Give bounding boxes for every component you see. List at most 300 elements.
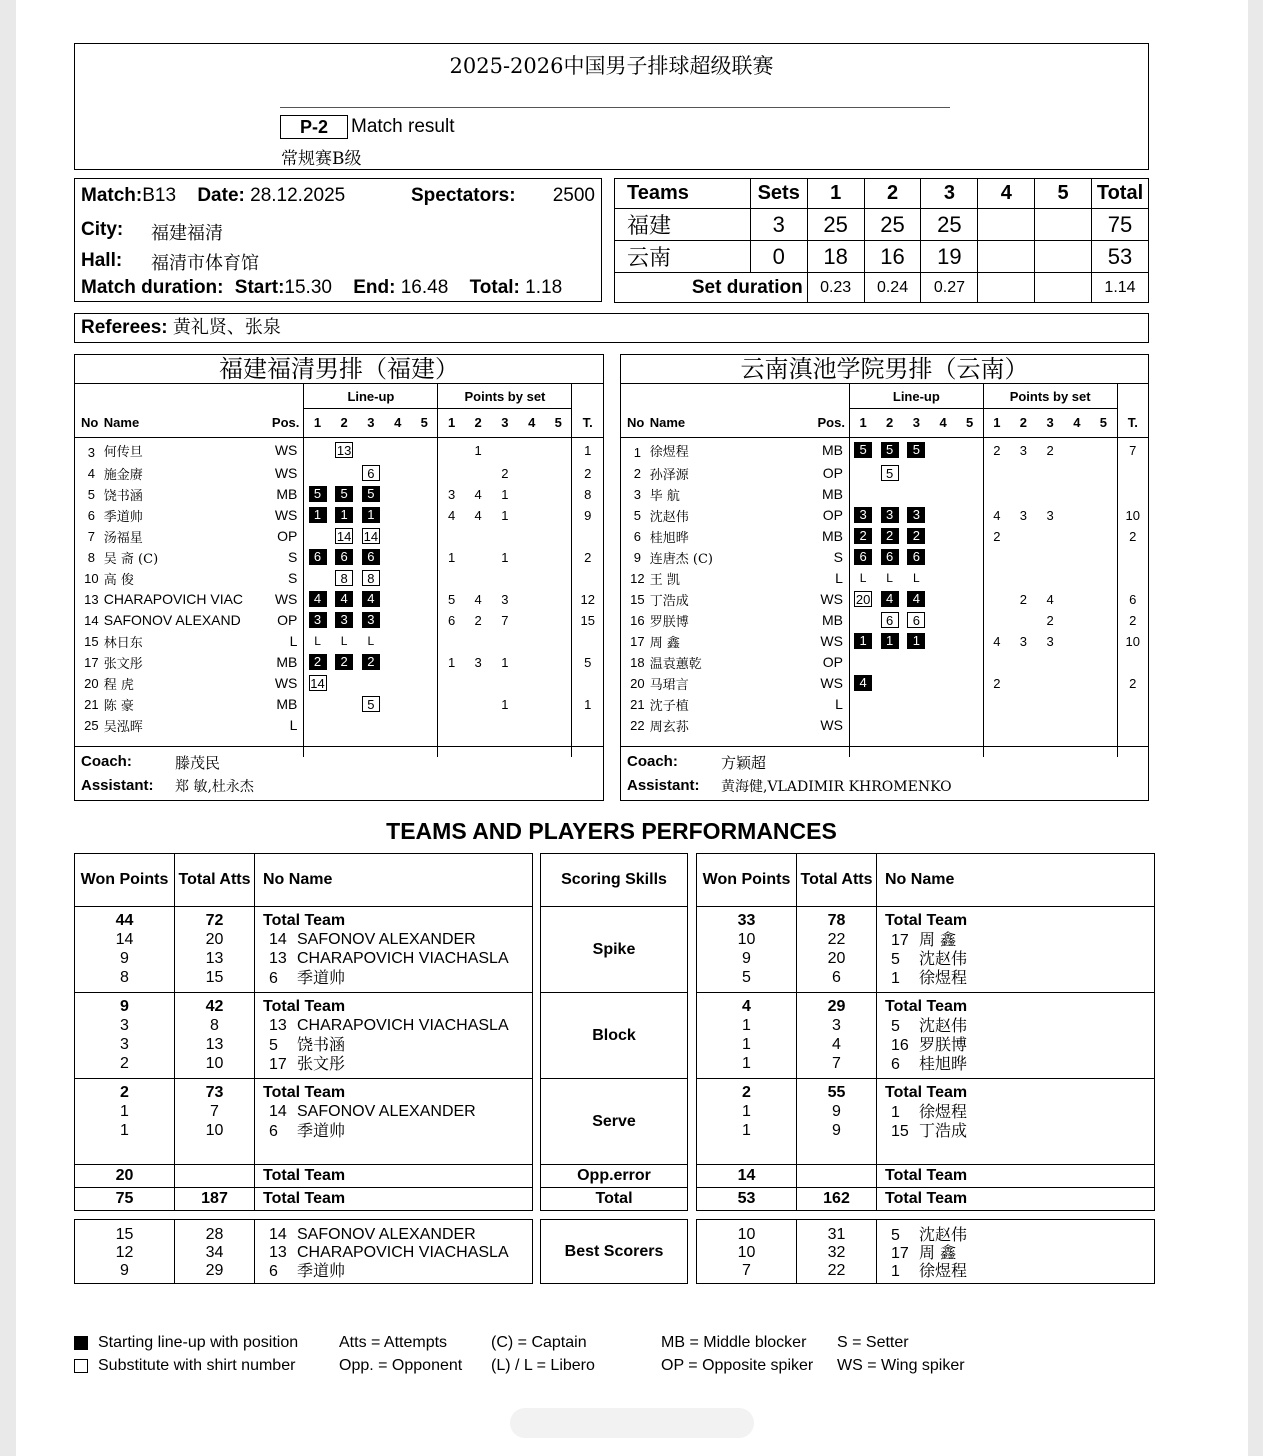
lineup-cell <box>304 589 331 610</box>
player-total-points: 10 <box>1125 633 1140 649</box>
lineup-cell <box>849 589 876 610</box>
team_a-staff <box>75 746 603 800</box>
won-points: 12 <box>115 1244 134 1261</box>
set-points <box>518 484 545 505</box>
lineup-cell <box>849 547 876 568</box>
player-row <box>75 526 603 547</box>
scoring-skills-header: Scoring Skills <box>541 854 688 907</box>
won-points: 1 <box>120 1122 129 1139</box>
total-atts: 31 <box>827 1226 846 1243</box>
lineup-cell <box>930 437 957 463</box>
lineup-cell <box>384 589 411 610</box>
lineup-cell <box>903 437 930 463</box>
perf-opp-error-row <box>697 1165 1155 1188</box>
player-entry <box>877 949 1154 968</box>
player-number: 5 <box>87 486 96 502</box>
lineup-cell <box>930 631 957 652</box>
lineup-mark: 2 <box>309 654 327 670</box>
atts-col <box>797 907 877 993</box>
lineup-cell <box>304 610 331 631</box>
hall-label: Hall: <box>81 250 123 271</box>
set-points <box>1090 610 1117 631</box>
player-name: 吴 斋 (C) <box>103 551 159 567</box>
skill-row <box>541 1079 688 1165</box>
duration-line <box>81 277 562 299</box>
lineup-cell <box>357 437 384 463</box>
date-label: Date: <box>197 185 245 206</box>
team_a-lineup-set-header: 1 <box>313 415 322 431</box>
lineup-cell <box>411 589 438 610</box>
performance-title: TEAMS AND PLAYERS PERFORMANCES <box>386 818 837 844</box>
lineup-cell <box>930 673 957 694</box>
set-points <box>1064 437 1091 463</box>
lineup-cell <box>956 589 983 610</box>
team-b-roster <box>620 354 1149 801</box>
player-number: 17 <box>891 932 909 949</box>
player-number: 6 <box>269 970 278 987</box>
won-points: 9 <box>120 998 129 1015</box>
name-col <box>255 1220 533 1284</box>
page-scroll-indicator[interactable] <box>510 1408 754 1438</box>
lineup-cell <box>331 463 358 484</box>
team_b-lineup-set-header: 3 <box>912 415 920 431</box>
set-points: 2 <box>1046 612 1054 628</box>
player-number: 1 <box>891 1104 900 1121</box>
total-atts <box>175 1165 255 1188</box>
player-number: 20 <box>84 675 99 691</box>
set-points: 3 <box>1046 633 1054 649</box>
won-points: 44 <box>115 912 134 929</box>
set-points <box>1064 484 1091 505</box>
skill-label: Block <box>541 993 688 1079</box>
a-performance-table <box>74 853 533 1211</box>
lineup-cell <box>956 652 983 673</box>
lineup-cell <box>876 673 903 694</box>
best-scorer <box>255 1244 532 1262</box>
phase: 常规赛B级 <box>281 149 362 169</box>
lineup-cell <box>903 589 930 610</box>
perf-skill-row <box>697 907 1155 993</box>
lineup-cell <box>384 547 411 568</box>
lineup-cell <box>956 694 983 715</box>
player-name: 季道帅 <box>297 1261 346 1280</box>
start-label: Start: <box>234 277 285 298</box>
home-set5 <box>1035 209 1092 241</box>
set-points <box>1064 631 1091 652</box>
player-number: 16 <box>891 1037 909 1054</box>
lineup-mark: 5 <box>362 696 380 712</box>
player-number: 15 <box>630 591 645 607</box>
lineup-cell <box>956 568 983 589</box>
lineup-cell <box>876 694 903 715</box>
lineup-cell <box>384 484 411 505</box>
atts-col <box>175 1079 255 1165</box>
player-row <box>621 484 1148 505</box>
player-row <box>75 715 603 736</box>
set-points <box>465 463 492 484</box>
set-points: 1 <box>501 696 509 712</box>
lineup-cell <box>384 694 411 715</box>
set-duration-row <box>615 273 1149 303</box>
lineup-cell <box>304 715 331 736</box>
player-total-points: 5 <box>584 654 592 670</box>
lineup-mark: 5 <box>907 442 925 458</box>
team_b-staff <box>621 746 1148 800</box>
player-name: 丁浩成 <box>919 1121 968 1140</box>
player-row <box>621 568 1148 589</box>
set-points <box>983 463 1010 484</box>
set1-header: 1 <box>807 179 864 209</box>
set-points <box>983 652 1010 673</box>
player-number: 3 <box>87 444 96 460</box>
player-name: 季道帅 <box>297 1121 346 1140</box>
starting-lineup-swatch <box>74 1336 88 1350</box>
player-row <box>75 631 603 652</box>
player-name: CHARAPOVICH VIACHASLA <box>297 950 509 967</box>
set-points: 2 <box>993 528 1001 544</box>
set-points <box>545 589 572 610</box>
team_b-lineup-set-header: 4 <box>939 415 947 431</box>
skills-table <box>540 853 688 1211</box>
player-number: 1 <box>891 970 900 987</box>
assistant-names: 郑 敏,杜永杰 <box>175 779 254 795</box>
lineup-mark: 14 <box>363 529 379 545</box>
total-team-label: Total Team <box>255 1165 533 1188</box>
total-team-label: Total Team <box>255 1188 533 1211</box>
set-points <box>1090 526 1117 547</box>
set-points: 1 <box>474 442 482 458</box>
no-name-header: No Name <box>877 854 1155 907</box>
lineup-mark: 2 <box>881 528 899 544</box>
set-points <box>518 505 545 526</box>
player-position: L <box>808 568 849 589</box>
lineup-cell <box>876 505 903 526</box>
player-row <box>75 484 603 505</box>
set-points <box>1090 694 1117 715</box>
doc-title: Match result <box>351 116 455 137</box>
set-points <box>1090 505 1117 526</box>
player-number: 5 <box>891 951 900 968</box>
set-points <box>1010 463 1037 484</box>
player-row <box>75 673 603 694</box>
won-col <box>697 907 797 993</box>
player-number: 8 <box>87 549 96 565</box>
player-name: 桂旭晔 <box>919 1054 968 1073</box>
player-total-points <box>1117 463 1148 484</box>
set-points <box>518 631 545 652</box>
lineup-cell <box>849 568 876 589</box>
lineup-mark: 6 <box>362 465 380 481</box>
total-team-label: Total Team <box>877 1165 1155 1188</box>
match-label: Match: <box>81 185 143 206</box>
team-b-performance <box>696 853 1155 1284</box>
set-points: 1 <box>501 549 509 565</box>
lineup-cell <box>411 673 438 694</box>
lineup-mark: 6 <box>881 612 899 628</box>
player-position: WS <box>808 631 849 652</box>
team_a-points-set-header: 1 <box>447 415 456 431</box>
lineup-cell <box>956 610 983 631</box>
set-points: 6 <box>447 612 456 628</box>
player-total-points <box>1117 568 1148 589</box>
team_a-points-set-header: 5 <box>545 409 572 438</box>
duration-label: Match duration: <box>81 277 224 298</box>
total-value: 1.18 <box>525 277 563 298</box>
lineup-mark: 8 <box>335 570 353 586</box>
player-total-points <box>572 715 603 736</box>
total-atts: 162 <box>797 1188 877 1211</box>
total-atts <box>797 1165 877 1188</box>
player-number: 14 <box>269 1103 287 1120</box>
set-points <box>1037 715 1064 736</box>
home-team: 福建 <box>615 209 751 241</box>
set-points <box>545 547 572 568</box>
player-position: WS <box>263 589 304 610</box>
lineup-cell <box>956 631 983 652</box>
set-points <box>518 610 545 631</box>
atts-col <box>175 993 255 1079</box>
set-points <box>545 673 572 694</box>
set-points: 1 <box>501 654 509 670</box>
player-number: 16 <box>630 612 645 628</box>
lineup-cell <box>849 484 876 505</box>
legend-captain: (C) = Captain <box>491 1334 587 1351</box>
player-total-points <box>572 568 603 589</box>
set-points <box>438 694 465 715</box>
set-points <box>465 715 492 736</box>
league-title: 2025-2026中国男子排球超级联赛 <box>449 54 774 78</box>
won-points-header: Won Points <box>697 854 797 907</box>
total-atts: 28 <box>205 1226 224 1243</box>
total-atts: 6 <box>832 969 841 986</box>
total-atts: 4 <box>832 1036 841 1053</box>
won-col <box>697 993 797 1079</box>
player-total-points: 2 <box>584 465 592 481</box>
score-table <box>614 178 1149 303</box>
set-points <box>983 610 1010 631</box>
won-col <box>697 1220 797 1284</box>
set-points <box>1037 652 1064 673</box>
lineup-cell <box>331 437 358 463</box>
legend-atts: Atts = Attempts <box>339 1334 448 1351</box>
set-points: 3 <box>1019 442 1027 458</box>
set-points <box>1090 673 1117 694</box>
lineup-cell <box>411 694 438 715</box>
player-position: WS <box>808 589 849 610</box>
lineup-mark: 3 <box>362 612 380 628</box>
player-name: 沈赵伟 <box>919 949 968 968</box>
set-points <box>1064 589 1091 610</box>
set-points: 3 <box>501 591 509 607</box>
won-points: 1 <box>742 1055 751 1072</box>
total-atts: 15 <box>205 969 224 986</box>
lineup-mark: 14 <box>336 529 352 545</box>
set-points <box>518 568 545 589</box>
won-points: 1 <box>120 1103 129 1120</box>
player-name: 张文彤 <box>297 1054 346 1073</box>
total-atts: 7 <box>832 1055 841 1072</box>
player-name: 周玄荪 <box>649 719 689 735</box>
player-row <box>75 568 603 589</box>
player-row <box>621 652 1148 673</box>
legend-op: OP = Opposite spiker <box>661 1357 814 1374</box>
team_a-roster-column-header <box>75 409 603 438</box>
perf-opp-error-row <box>75 1165 533 1188</box>
lineup-mark: 2 <box>362 654 380 670</box>
lineup-cell <box>956 673 983 694</box>
set-points <box>1010 673 1037 694</box>
set-points <box>545 526 572 547</box>
set-points <box>465 694 492 715</box>
set-points: 7 <box>501 612 509 628</box>
player-number: 17 <box>630 633 645 649</box>
player-name: 沈赵伟 <box>919 1016 968 1035</box>
lineup-cell <box>930 547 957 568</box>
won-points: 53 <box>697 1188 797 1211</box>
total-team-label: Total Team <box>263 912 346 929</box>
set-points <box>1010 694 1037 715</box>
referees-box <box>74 313 1149 343</box>
set-points: 4 <box>447 507 456 523</box>
lineup-cell <box>304 547 331 568</box>
set-points <box>1010 484 1037 505</box>
lineup-cell <box>357 547 384 568</box>
player-name: 罗朕博 <box>649 614 689 630</box>
player-entry <box>255 1016 532 1035</box>
player-position: L <box>808 694 849 715</box>
won-points: 2 <box>120 1084 129 1101</box>
away-set2: 16 <box>864 241 921 273</box>
set-points <box>438 673 465 694</box>
set-points <box>518 437 545 463</box>
set-points <box>545 631 572 652</box>
won-col <box>75 1079 175 1165</box>
player-number: 6 <box>633 528 641 544</box>
lineup-mark: 3 <box>335 612 353 628</box>
name-col <box>255 1079 533 1165</box>
set-points <box>1037 568 1064 589</box>
coach-name: 滕茂民 <box>175 754 221 772</box>
won-points: 1 <box>742 1122 751 1139</box>
lineup-mark: 5 <box>335 486 353 502</box>
player-name: 陈 豪 <box>103 698 134 714</box>
player-number: 2 <box>633 465 641 481</box>
set-points <box>1037 547 1064 568</box>
legend-starting: Starting line-up with position <box>98 1334 299 1351</box>
player-total-points <box>1117 484 1148 505</box>
set-points <box>465 568 492 589</box>
legend <box>74 1334 1174 1384</box>
set-points: 3 <box>1019 633 1027 649</box>
lineup-cell <box>411 463 438 484</box>
player-position: L <box>263 715 304 736</box>
lineup-mark: 4 <box>309 591 327 607</box>
total-atts: 72 <box>205 912 224 929</box>
lineup-cell <box>331 589 358 610</box>
atts-col <box>175 907 255 993</box>
total-atts: 9 <box>832 1103 841 1120</box>
set-points <box>492 437 519 463</box>
player-position: OP <box>263 610 304 631</box>
set-points <box>1037 673 1064 694</box>
won-points: 10 <box>737 1244 756 1261</box>
set-points <box>1064 610 1091 631</box>
player-name: 何传旦 <box>103 444 143 460</box>
player-name: 徐煜程 <box>919 1261 968 1280</box>
legend-substitute: Substitute with shirt number <box>98 1357 296 1374</box>
player-position: WS <box>263 673 304 694</box>
won-points: 9 <box>742 950 751 967</box>
best-scorers-row <box>697 1220 1155 1284</box>
set-points: 3 <box>1019 507 1027 523</box>
lineup-cell <box>849 673 876 694</box>
atts-col <box>175 1220 255 1284</box>
total-atts: 32 <box>827 1244 846 1261</box>
set-points <box>1064 568 1091 589</box>
player-name: SAFONOV ALEXAND <box>103 612 241 628</box>
name-col <box>877 907 1155 993</box>
won-points: 5 <box>742 969 751 986</box>
player-entry <box>255 1035 532 1054</box>
best-scorers-row <box>75 1220 533 1284</box>
player-total-points <box>1117 547 1148 568</box>
total-atts: 10 <box>205 1122 224 1139</box>
total-atts: 29 <box>827 998 846 1015</box>
lineup-cell <box>357 610 384 631</box>
player-position: S <box>808 547 849 568</box>
lineup-cell <box>411 631 438 652</box>
lineup-cell <box>956 526 983 547</box>
lineup-cell <box>384 631 411 652</box>
best-scorer <box>255 1262 532 1280</box>
lineup-cell <box>331 526 358 547</box>
coach-label: Coach: <box>81 753 132 770</box>
won-points: 7 <box>742 1262 751 1279</box>
lineup-cell <box>357 694 384 715</box>
lineup-mark: 1 <box>309 507 327 523</box>
won-points-header: Won Points <box>75 854 175 907</box>
best-scorers-label: Best Scorers <box>541 1220 688 1284</box>
best-scorer <box>877 1262 1154 1280</box>
lineup-cell <box>903 652 930 673</box>
total-atts: 73 <box>205 1084 224 1101</box>
team_a-no-header: No <box>81 415 99 430</box>
lineup-cell <box>304 694 331 715</box>
player-number: 5 <box>891 1018 900 1035</box>
player-row <box>621 610 1148 631</box>
lineup-cell <box>304 631 331 652</box>
lineup-cell <box>384 526 411 547</box>
perf-skill-row <box>697 993 1155 1079</box>
lineup-cell <box>876 484 903 505</box>
player-position: WS <box>263 463 304 484</box>
lineup-mark: 3 <box>881 507 899 523</box>
lineup-mark: 3 <box>309 612 327 628</box>
lineup-cell <box>930 610 957 631</box>
player-name: 王 凯 <box>649 572 680 588</box>
skill-row <box>541 907 688 993</box>
player-total-points: 9 <box>584 507 592 523</box>
set-points <box>465 631 492 652</box>
player-total-points <box>1117 652 1148 673</box>
match-info-box <box>74 178 602 302</box>
score-row-home <box>615 209 1149 241</box>
player-total-points: 8 <box>584 486 592 502</box>
lineup-cell <box>331 673 358 694</box>
player-number: 17 <box>891 1245 909 1262</box>
skills-header-row <box>541 854 688 907</box>
player-position: S <box>263 568 304 589</box>
